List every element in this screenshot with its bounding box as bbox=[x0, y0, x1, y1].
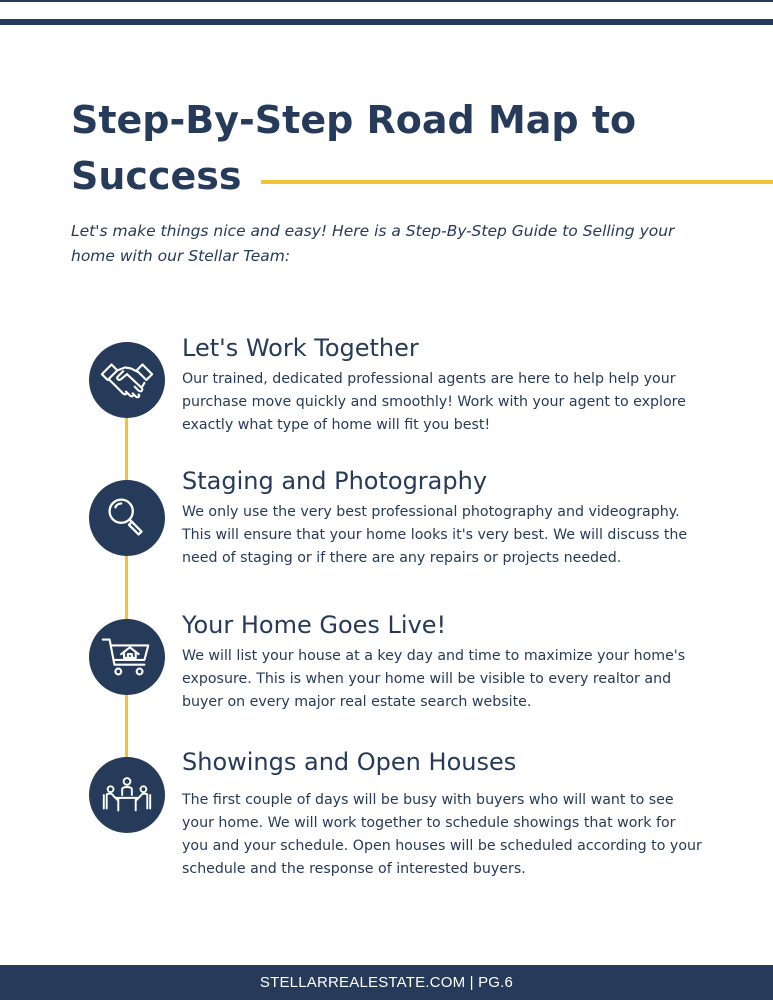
step-title: Showings and Open Houses bbox=[182, 748, 517, 776]
step-2-icon-circle bbox=[89, 480, 165, 556]
shopping-cart-house-icon bbox=[98, 628, 156, 686]
step-title: Staging and Photography bbox=[182, 467, 488, 495]
step-2 bbox=[182, 466, 702, 570]
step-4 bbox=[182, 747, 702, 881]
meeting-table-icon bbox=[98, 766, 156, 824]
step-4-icon-circle bbox=[89, 757, 165, 833]
step-body: The first couple of days will be busy with buyers who will want to see your home. We will work together to schedule showings that work for you and your schedule. Open houses will be scheduled according to your schedule and the response of interested buyers. bbox=[182, 792, 702, 877]
magnifying-glass-icon bbox=[98, 489, 156, 547]
page-title: Step-By-Step Road Map to Success bbox=[71, 98, 637, 198]
footer-text: STELLARREALESTATE.COM | PG.6 bbox=[259, 974, 514, 991]
step-title: Your Home Goes Live! bbox=[182, 611, 447, 639]
step-3 bbox=[182, 610, 702, 714]
top-thick-rule bbox=[0, 19, 773, 25]
step-body: Our trained, dedicated professional agents are here to help help your purchase move quickly and smoothly! Work with your agent to explore exactly what type of home will fit you best! bbox=[182, 371, 686, 433]
footer-bar bbox=[0, 965, 773, 1000]
page-subtitle: Let's make things nice and easy! Here is a Step-By-Step Guide to Selling your home with our Stellar Team: bbox=[71, 222, 675, 265]
top-thin-rule bbox=[0, 0, 773, 2]
step-body: We only use the very best professional photography and videography. This will ensure that your home looks it's very best. We will discuss the need of staging or if there are any repairs or projects needed. bbox=[182, 504, 688, 566]
step-1 bbox=[182, 333, 702, 437]
handshake-icon bbox=[98, 351, 156, 409]
step-1-icon-circle bbox=[89, 342, 165, 418]
step-title: Let's Work Together bbox=[182, 334, 419, 362]
step-body: We will list your house at a key day and time to maximize your home's exposure. This is when your home will be visible to every realtor and buyer on every major real estate search website. bbox=[182, 648, 686, 710]
timeline-connector bbox=[125, 385, 128, 795]
title-accent-rule bbox=[261, 180, 773, 184]
step-3-icon-circle bbox=[89, 619, 165, 695]
